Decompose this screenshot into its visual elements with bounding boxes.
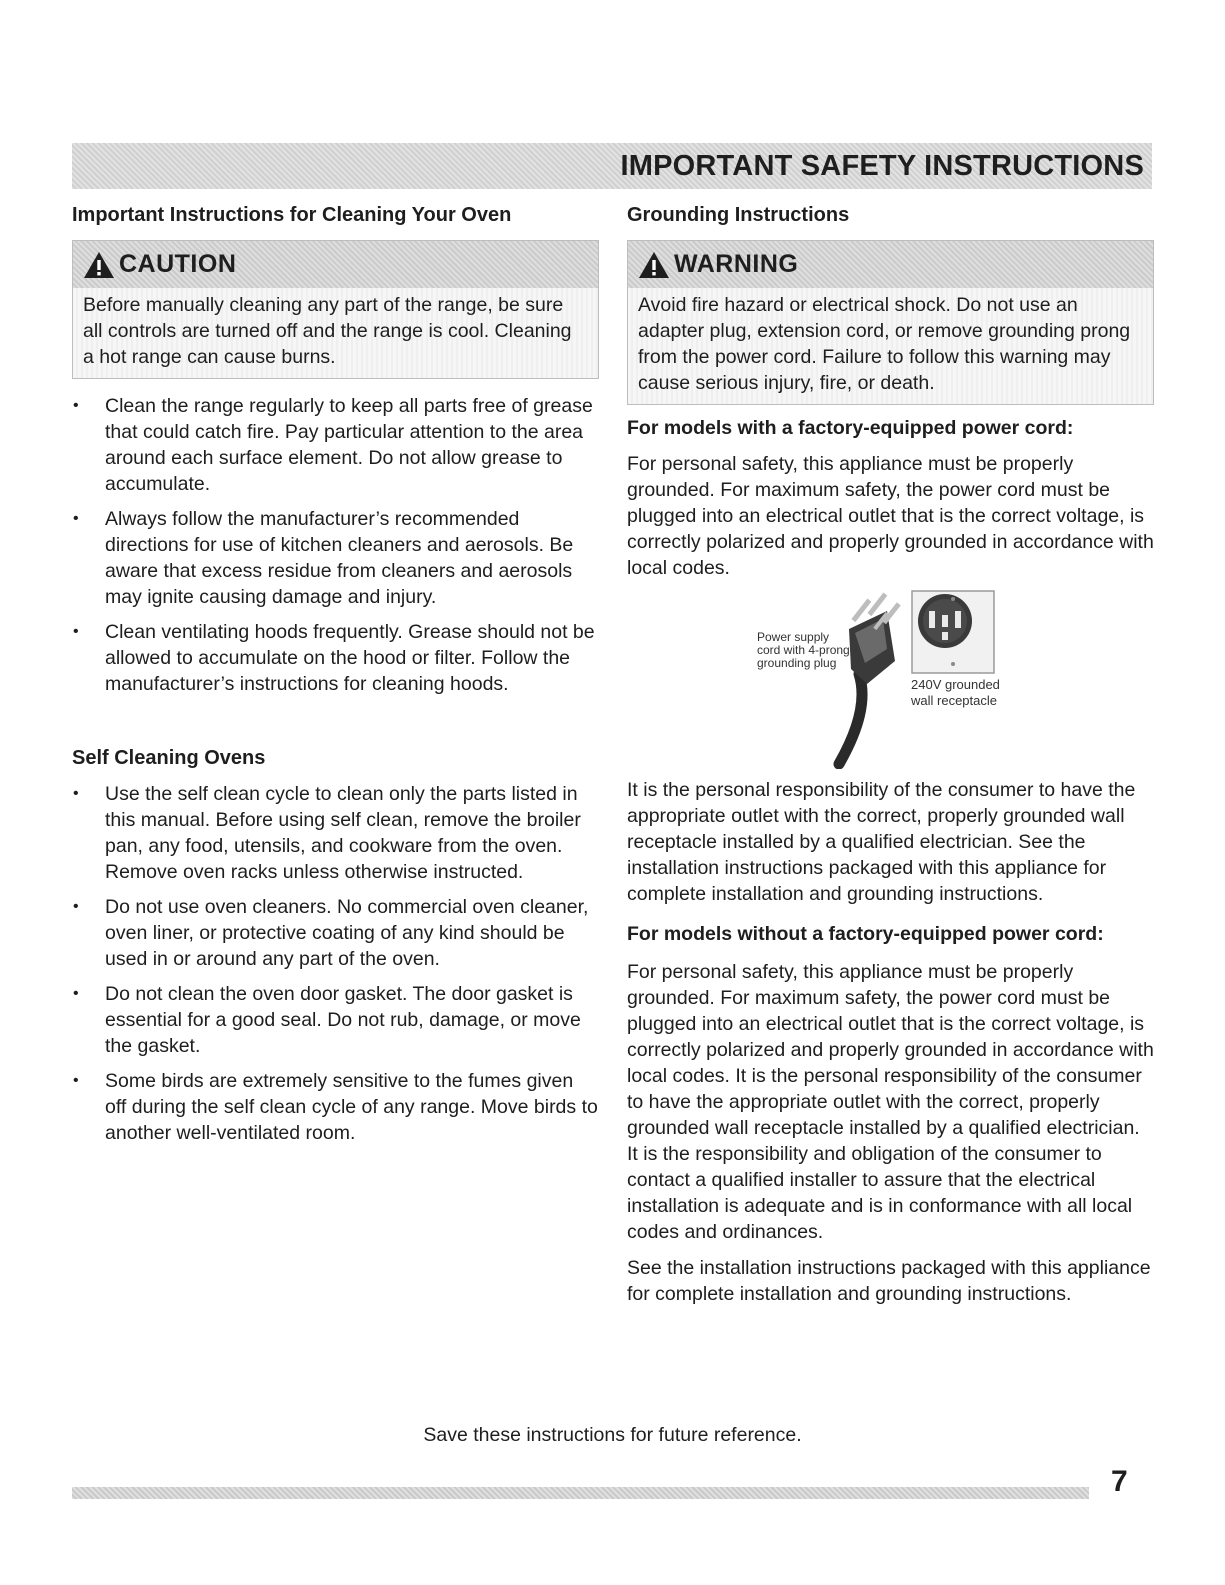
cleaning-bullet-list [72,393,599,697]
list-item: • Clean the range regularly to keep all parts free of grease that could catch fire. Pay particular attention to the area around each surface element. Do not allow grease to accumulate. [72,393,599,497]
list-item: • Clean ventilating hoods frequently. Grease should not be allowed to accumulate on the hood or filter. Follow the manufacturer’s instructions for cleaning hoods. [72,619,599,697]
caution-label: CAUTION [119,250,237,278]
footer-bar [72,1487,1089,1499]
plug-label-line: cord with 4-prong [757,643,850,657]
plug-receptacle-figure [627,589,1154,769]
list-item: • Some birds are extremely sensitive to the fumes given off during the self clean cycle of any range. Move birds to another well-ventilated room. [72,1068,599,1146]
page-number: 7 [1111,1465,1128,1498]
footer-note: Save these instructions for future reference. [423,1424,802,1446]
left-column [72,202,599,1155]
list-item: • Do not clean the oven door gasket. The door gasket is essential for a good seal. Do not rub, damage, or move the gasket. [72,981,599,1059]
self-cleaning-heading: Self Cleaning Ovens [72,747,266,769]
caution-text: Before manually cleaning any part of the range, be sure all controls are turned off and the range is cool. Cleaning a hot range can cause burns. [83,294,572,368]
header-banner [72,143,1152,189]
list-item: • Do not use oven cleaners. No commercial oven cleaner, oven liner, or protective coating of any kind should be used in or around any part of the oven. [72,894,599,972]
grounding-heading: Grounding Instructions [627,204,850,226]
cleaning-heading: Important Instructions for Cleaning Your Oven [72,204,512,226]
receptacle-label-line: wall receptacle [911,693,997,708]
factory-cord-heading: For models with a factory-equipped power cord: [627,417,1074,439]
factory-cord-text: For personal safety, this appliance must be properly grounded. For maximum safety, the power cord must be plugged into an electrical outlet that is the correct voltage, is correctly polarized and properly grounded in accordance with local codes. [627,453,1154,579]
responsibility-text: It is the personal responsibility of the consumer to have the appropriate outlet with the correct, properly grounded wall receptacle installed by a qualified electrician. See the installation instructions packaged with this appliance for complete installation and grounding instructions. [627,779,1136,905]
warning-label: WARNING [674,250,799,278]
self-cleaning-bullet-list [72,781,599,1146]
caution-box [72,240,599,379]
receptacle-label [911,677,1000,709]
page-title: IMPORTANT SAFETY INSTRUCTIONS [620,149,1144,182]
warning-triangle-icon [638,251,670,279]
plug-receptacle-illustration [627,589,1154,769]
right-column [627,202,1154,1307]
no-factory-cord-heading: For models without a factory-equipped power cord: [627,923,1104,945]
caution-header [73,241,598,288]
warning-box [627,240,1154,405]
plug-label-line: grounding plug [757,656,837,670]
warning-triangle-icon [83,251,115,279]
warning-header [628,241,1153,288]
installation-reference-text: See the installation instructions packaged with this appliance for complete installation and grounding instructions. [627,1257,1151,1305]
plug-label [757,631,850,670]
list-item: • Use the self clean cycle to clean only the parts listed in this manual. Before using self clean, remove the broiler pan, any food, utensils, and cookware from the oven. Remove oven racks unless otherwise instructed. [72,781,599,885]
plug-label-line: Power supply [757,630,830,644]
no-factory-cord-text: For personal safety, this appliance must be properly grounded. For maximum safety, the power cord must be plugged into an electrical outlet that is the correct voltage, is correctly polarized and properly grounded in accordance with local codes. It is the personal responsibility of the consumer to have the appropriate outlet with the correct, properly grounded wall receptacle installed by a qualified electrician. It is the responsibility and obligation of the consumer to contact a qualified installer to assure that the electrical installation is adequate and is in conformance with all local codes and ordinances. [627,961,1154,1243]
warning-text: Avoid fire hazard or electrical shock. Do not use an adapter plug, extension cord, or remove grounding prong from the power cord. Failure to follow this warning may cause serious injury, fire, or death. [638,294,1131,394]
receptacle-label-line: 240V grounded [911,677,1000,692]
list-item: • Always follow the manufacturer’s recommended directions for use of kitchen cleaners and aerosols. Be aware that excess residue from cleaners and aerosols may ignite causing damage and injury. [72,506,599,610]
